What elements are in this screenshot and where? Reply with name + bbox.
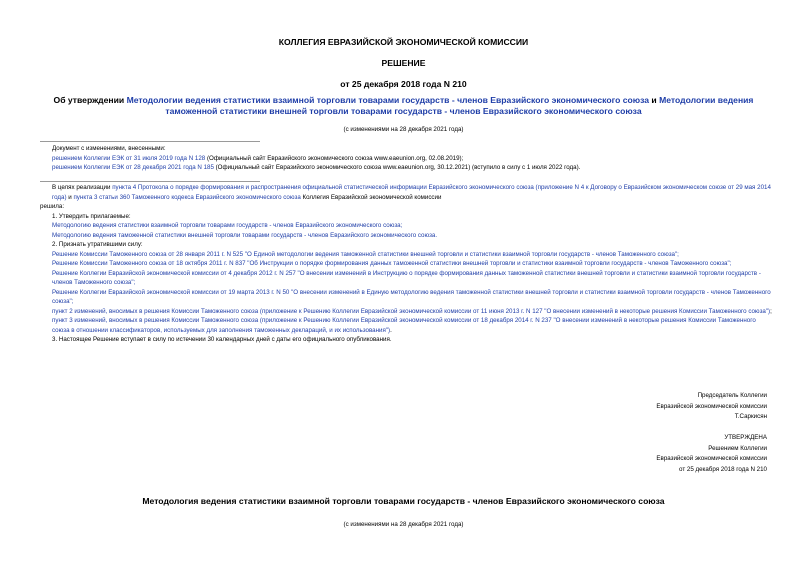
preamble-link-customs-code[interactable]: пункта 3 статьи 360 Таможенного кодекса Евразийского экономического союза	[73, 193, 301, 201]
document-change-item	[52, 154, 772, 164]
void-link-decision-525[interactable]: Решение Комиссии Таможенного союза от 28 января 2011 г. N 525 "О Единой методологии ведения таможенной статистики внешней торговли и статистики взаимной торговли государств - членов Таможенного союза";	[52, 250, 679, 258]
resolved-label: решила:	[40, 203, 65, 210]
document-change-item	[52, 163, 772, 173]
void-link-decision-257[interactable]: Решение Коллегии Евразийской экономической комиссии от 4 декабря 2012 г. N 257 "О внесении изменений в Инструкцию о порядке формирования данных таможенной статистики внешней торговли и статистики взаимной торговли государств - членов Таможенного союза";	[52, 269, 761, 286]
approve-link-mutual-trade-methodology[interactable]: Методологию ведения статистики взаимной торговли товарами государств - членов Евразийского экономического союза;	[52, 222, 403, 229]
approval-heading: УТВЕРЖДЕНА	[724, 434, 767, 441]
void-link-decision-50[interactable]: Решение Коллегии Евразийской экономической комиссии от 19 марта 2013 г. N 50 "О внесении изменений в Единую методологию ведения таможенной статистики внешней торговли и статистики взаимной торговли государств - членов Таможенного союза";	[52, 288, 771, 305]
title-prefix: Об утверждении	[53, 95, 127, 105]
preamble-text: и	[66, 193, 74, 201]
approval-by: Решением Коллегии	[708, 444, 767, 452]
item-3: 3. Настоящее Решение вступает в силу по истечении 30 календарных дней с даты его официального опубликования.	[52, 336, 392, 343]
document-title	[30, 95, 777, 117]
void-link-decision-127[interactable]: пункт 2 изменений, вносимых в решения Комиссии Таможенного союза (приложение к Решению Коллегии Евразийской экономической комиссии от 11 июня 2013 г. N 127 "О внесении изменений в некоторые решения Комиссии Таможенного союза")	[52, 307, 771, 315]
preamble-link-protocol[interactable]: пункта 4 Протокола о порядке формирования и распространения официальной статистической информации Евразийского экономического союза (приложение N 4 к Договору о Евразийском экономическом союзе от 29 мая 2014 года)	[52, 184, 771, 201]
signature-position: Председатель Коллегии	[697, 392, 767, 399]
methodology-title: Методология ведения статистики взаимной торговли товарами государств - членов Евразийского экономического союза	[142, 496, 665, 506]
preamble-text: Коллегия Евразийской экономической комиссии	[300, 193, 442, 201]
signature-organization: Евразийской экономической комиссии	[656, 402, 767, 410]
punctuation: ;	[770, 307, 772, 315]
separator-top	[40, 141, 260, 142]
change-link-decision-185[interactable]: решением Коллегии ЕЭК от 28 декабря 2021 года N 185	[52, 164, 214, 171]
preamble-paragraph	[40, 183, 772, 202]
changes-note: (с изменениями на 28 декабря 2021 года)	[343, 126, 464, 133]
document-kind-heading: РЕШЕНИЕ	[381, 58, 426, 68]
approval-stamp-block	[656, 433, 767, 475]
title-conjunction: и	[649, 95, 660, 105]
change-link-decision-128[interactable]: решением Коллегии ЕЭК от 31 июля 2019 года N 128	[52, 154, 206, 162]
approval-organization: Евразийской экономической комиссии	[656, 455, 767, 462]
title-link-customs-statistics-methodology[interactable]: Методологии ведения таможенной статистики внешней торговли товарами государств - членов Евразийского экономического союза	[165, 95, 754, 116]
document-changes-block	[52, 144, 772, 173]
document-changes-intro: Документ с изменениями, внесенными:	[52, 145, 166, 152]
separator-bottom	[40, 181, 260, 182]
change-detail: (Официальный сайт Евразийского экономического союза www.eaeunion.org, 02.08.2019);	[205, 154, 464, 162]
document-date-number: от 25 декабря 2018 года N 210	[340, 79, 467, 89]
approval-date: от 25 декабря 2018 года N 210	[679, 465, 767, 473]
approve-link-customs-statistics-methodology[interactable]: Методологию ведения таможенной статистики внешней торговли товарами государств - членов Евразийского экономического союза.	[52, 231, 438, 239]
void-link-decision-837[interactable]: Решение Комиссии Таможенного союза от 18 октября 2011 г. N 837 "Об Инструкции о порядке формирования данных таможенной статистики внешней торговли и статистики взаимной торговли государств - членов Таможенного союза";	[52, 260, 732, 267]
item-1: 1. Утвердить прилагаемые:	[52, 212, 131, 220]
signature-block	[656, 391, 767, 423]
change-detail: (Официальный сайт Евразийского экономического союза www.eaeunion.org, 30.12.2021) (вступило в силу с 1 июля 2022 года).	[213, 164, 581, 171]
preamble-text: В целях реализации	[52, 184, 113, 191]
decision-body	[40, 183, 772, 345]
item-2: 2. Признать утратившими силу:	[52, 241, 143, 248]
punctuation: .	[390, 326, 392, 334]
organization-heading: КОЛЛЕГИЯ ЕВРАЗИЙСКОЙ ЭКОНОМИЧЕСКОЙ КОМИССИИ	[278, 37, 529, 47]
methodology-changes-note: (с изменениями на 28 декабря 2021 года)	[343, 521, 464, 528]
title-link-mutual-trade-methodology[interactable]: Методологии ведения статистики взаимной торговли товарами государств - членов Евразийского экономического союза	[126, 95, 650, 105]
void-link-decision-237[interactable]: пункт 3 изменений, вносимых в решения Комиссии Таможенного союза (приложение к Решению Коллегии Евразийской экономической комиссии от 18 декабря 2014 г. N 237 "О внесении изменений в некоторые решения Комиссии Таможенного союза в отношении классификаторов, используемых для заполнения таможенных деклараций, и их использования")	[52, 317, 756, 334]
signature-name: Т.Саркисян	[734, 413, 767, 420]
